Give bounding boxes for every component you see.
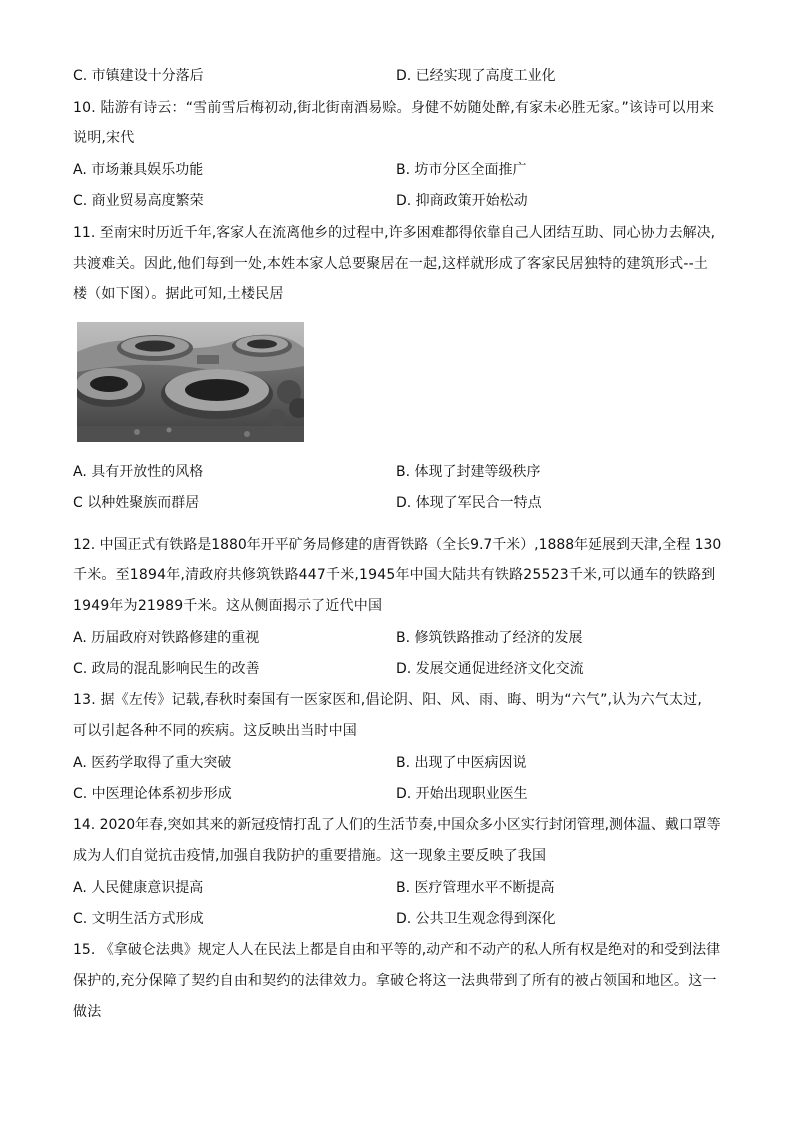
q11-option-d[interactable]: D. 体现了军民合一特点: [396, 495, 542, 511]
q14-stem-line-2: 成为人们自觉抗击疫情,加强自我防护的重要措施。这一现象主要反映了我国: [73, 848, 547, 864]
q15-stem-line-2: 保护的,充分保障了契约自由和契约的法律效力。拿破仑将这一法典带到了所有的被占领国和地区。这一: [73, 973, 717, 989]
q11-stem-line-1: 11. 至南宋时历近千年,客家人在流离他乡的过程中,许多困难都得依靠自己人团结互助、同心协力去解决,: [73, 225, 716, 241]
tulou-photo: [77, 322, 304, 442]
q13-option-a[interactable]: A. 医药学取得了重大突破: [73, 755, 232, 771]
q11-option-b[interactable]: B. 体现了封建等级秩序: [396, 464, 541, 480]
q13-stem-line-2: 可以引起各种不同的疾病。这反映出当时中国: [73, 723, 357, 739]
q14-option-b[interactable]: B. 医疗管理水平不断提高: [396, 880, 555, 896]
q10-option-a[interactable]: A. 市场兼具娱乐功能: [73, 162, 204, 178]
q12-stem-line-2: 千米。至1894年,清政府共修筑铁路447千米,1945年中国大陆共有铁路25523千米,可以通车的铁路到: [73, 567, 716, 583]
q12-option-b[interactable]: B. 修筑铁路推动了经济的发展: [396, 630, 583, 646]
q11-option-a[interactable]: A. 具有开放性的风格: [73, 464, 204, 480]
q15-stem-line-3: 做法: [73, 1004, 102, 1020]
q12-option-d[interactable]: D. 发展交通促进经济文化交流: [396, 661, 584, 677]
q14-option-c[interactable]: C. 文明生活方式形成: [73, 911, 204, 927]
q10-stem-line-1: 10. 陆游有诗云：“雪前雪后梅初动,街北街南酒易赊。身健不妨随处醉,有家未必胜无家。”该诗可以用来: [73, 100, 715, 116]
q10-option-b[interactable]: B. 坊市分区全面推广: [396, 162, 527, 178]
q13-option-d[interactable]: D. 开始出现职业医生: [396, 786, 528, 802]
q12-option-c[interactable]: C. 政局的混乱影响民生的改善: [73, 661, 260, 677]
q13-stem-line-1: 13. 据《左传》记载,春秋时秦国有一医家医和,倡论阴、阳、风、雨、晦、明为“六气”,认为六气太过,: [73, 692, 703, 708]
q11-stem-line-2: 共渡难关。因此,他们每到一处,本姓本家人总要聚居在一起,这样就形成了客家民居独特的建筑形式--土: [73, 256, 709, 272]
q11-option-c[interactable]: C 以种姓聚族而群居: [73, 495, 200, 511]
q10-option-c[interactable]: C. 商业贸易高度繁荣: [73, 193, 204, 209]
q14-stem-line-1: 14. 2020年春,突如其来的新冠疫情打乱了人们的生活节奏,中国众多小区实行封闭管理,测体温、戴口罩等: [73, 817, 721, 833]
q13-option-c[interactable]: C. 中医理论体系初步形成: [73, 786, 232, 802]
q9-option-c[interactable]: C. 市镇建设十分落后: [73, 68, 204, 84]
q10-stem-line-2: 说明,宋代: [73, 130, 135, 146]
q12-stem-line-1: 12. 中国正式有铁路是1880年开平矿务局修建的唐胥铁路（全长9.7千米）,1888年延展到天津,全程 130: [73, 537, 722, 553]
q12-option-a[interactable]: A. 历届政府对铁路修建的重视: [73, 630, 260, 646]
q14-option-a[interactable]: A. 人民健康意识提高: [73, 880, 204, 896]
q14-option-d[interactable]: D. 公共卫生观念得到深化: [396, 911, 556, 927]
q12-stem-line-3: 1949年为21989千米。这从侧面揭示了近代中国: [73, 598, 383, 614]
q11-stem-line-3: 楼（如下图）。据此可知,土楼民居: [73, 286, 284, 302]
q13-option-b[interactable]: B. 出现了中医病因说: [396, 755, 527, 771]
q10-option-d[interactable]: D. 抑商政策开始松动: [396, 193, 528, 209]
q15-stem-line-1: 15. 《拿破仑法典》规定人人在民法上都是自由和平等的,动产和不动产的私人所有权是绝对的和受到法律: [73, 942, 721, 958]
q9-option-d[interactable]: D. 已经实现了高度工业化: [396, 68, 556, 84]
